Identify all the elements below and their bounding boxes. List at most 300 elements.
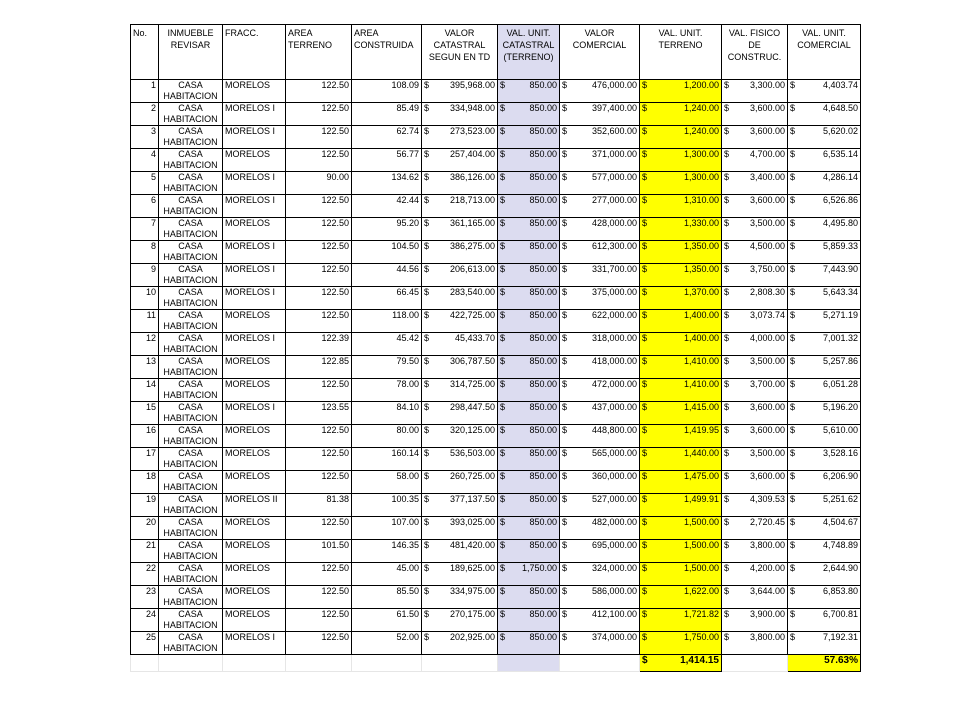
cell-no[interactable]: 7 — [131, 218, 159, 241]
cell-valor-catastral[interactable] — [422, 310, 498, 333]
cell-val-unit-terreno[interactable] — [640, 402, 722, 425]
cell-inmueble[interactable] — [159, 149, 223, 172]
cell-area-terreno[interactable]: 122.50 — [286, 149, 352, 172]
cell-valor-comercial[interactable] — [560, 471, 640, 494]
cell-fracc[interactable]: MORELOS — [223, 540, 286, 563]
cell-area-construida[interactable]: 79.50 — [352, 356, 422, 379]
currency-symbol: $ — [424, 195, 430, 205]
cell-fracc[interactable]: MORELOS — [223, 310, 286, 333]
cell-area-construida[interactable]: 44.56 — [352, 264, 422, 287]
cell-val-fisico[interactable] — [722, 172, 788, 195]
cell-val-unit-comercial[interactable] — [788, 241, 861, 264]
cell-fracc[interactable]: MORELOS I — [223, 287, 286, 310]
cell-valor-catastral[interactable] — [422, 586, 498, 609]
cell-val-fisico[interactable] — [722, 356, 788, 379]
cell-val-unit-catastral[interactable] — [498, 149, 560, 172]
cell-area-terreno[interactable]: 122.50 — [286, 264, 352, 287]
cell-val-unit-terreno[interactable] — [640, 471, 722, 494]
cell-fracc[interactable]: MORELOS I — [223, 632, 286, 655]
cell-fracc[interactable]: MORELOS — [223, 517, 286, 540]
cell-valor-comercial[interactable] — [560, 425, 640, 448]
cell-no[interactable]: 8 — [131, 241, 159, 264]
cell-valor-catastral[interactable] — [422, 448, 498, 471]
cell-valor-catastral[interactable] — [422, 287, 498, 310]
cell-val-unit-catastral-value: 850.00 — [529, 195, 557, 205]
cell-area-construida[interactable]: 78.00 — [352, 379, 422, 402]
cell-valor-comercial[interactable] — [560, 609, 640, 632]
cell-no[interactable]: 21 — [131, 540, 159, 563]
cell-val-fisico[interactable] — [722, 126, 788, 149]
cell-no[interactable]: 9 — [131, 264, 159, 287]
cell-valor-catastral[interactable] — [422, 195, 498, 218]
cell-val-fisico[interactable] — [722, 632, 788, 655]
cell-val-fisico[interactable] — [722, 80, 788, 103]
cell-val-unit-comercial[interactable] — [788, 264, 861, 287]
cell-area-terreno[interactable]: 122.50 — [286, 448, 352, 471]
cell-inmueble[interactable] — [159, 310, 223, 333]
cell-area-terreno[interactable]: 122.39 — [286, 333, 352, 356]
cell-valor-comercial[interactable] — [560, 632, 640, 655]
cell-val-unit-comercial[interactable] — [788, 425, 861, 448]
cell-valor-comercial[interactable] — [560, 264, 640, 287]
cell-inmueble[interactable] — [159, 241, 223, 264]
cell-val-fisico[interactable] — [722, 287, 788, 310]
cell-val-fisico[interactable] — [722, 471, 788, 494]
cell-valor-comercial[interactable] — [560, 126, 640, 149]
cell-valor-comercial[interactable] — [560, 494, 640, 517]
cell-val-unit-comercial[interactable] — [788, 149, 861, 172]
cell-val-fisico[interactable] — [722, 333, 788, 356]
cell-inmueble[interactable] — [159, 103, 223, 126]
cell-valor-comercial-value: 331,700.00 — [591, 264, 637, 274]
cell-val-unit-terreno[interactable] — [640, 264, 722, 287]
cell-area-construida[interactable]: 160.14 — [352, 448, 422, 471]
cell-val-unit-comercial[interactable] — [788, 103, 861, 126]
cell-inmueble[interactable] — [159, 425, 223, 448]
cell-area-construida[interactable]: 100.35 — [352, 494, 422, 517]
cell-area-construida[interactable]: 146.35 — [352, 540, 422, 563]
cell-area-construida[interactable]: 52.00 — [352, 632, 422, 655]
cell-valor-catastral[interactable] — [422, 517, 498, 540]
cell-area-construida[interactable]: 85.49 — [352, 103, 422, 126]
cell-inmueble[interactable] — [159, 586, 223, 609]
cell-val-unit-comercial[interactable] — [788, 448, 861, 471]
cell-valor-catastral[interactable] — [422, 609, 498, 632]
cell-val-unit-catastral[interactable] — [498, 287, 560, 310]
cell-inmueble[interactable] — [159, 218, 223, 241]
cell-val-unit-catastral[interactable] — [498, 494, 560, 517]
cell-inmueble[interactable] — [159, 264, 223, 287]
cell-val-unit-catastral[interactable] — [498, 402, 560, 425]
cell-inmueble[interactable] — [159, 448, 223, 471]
cell-val-unit-terreno[interactable] — [640, 310, 722, 333]
cell-area-construida[interactable]: 107.00 — [352, 517, 422, 540]
cell-valor-comercial[interactable] — [560, 540, 640, 563]
cell-val-unit-terreno[interactable] — [640, 195, 722, 218]
cell-valor-catastral[interactable] — [422, 356, 498, 379]
cell-valor-catastral[interactable] — [422, 241, 498, 264]
cell-no[interactable]: 14 — [131, 379, 159, 402]
cell-fracc[interactable]: MORELOS I — [223, 264, 286, 287]
cell-val-unit-terreno[interactable] — [640, 563, 722, 586]
cell-area-terreno[interactable]: 122.50 — [286, 563, 352, 586]
cell-area-construida[interactable]: 45.00 — [352, 563, 422, 586]
cell-valor-comercial[interactable] — [560, 356, 640, 379]
cell-val-unit-terreno[interactable] — [640, 172, 722, 195]
cell-val-unit-terreno[interactable] — [640, 241, 722, 264]
cell-val-unit-catastral[interactable] — [498, 517, 560, 540]
cell-area-construida[interactable]: 104.50 — [352, 241, 422, 264]
cell-no[interactable]: 5 — [131, 172, 159, 195]
cell-no[interactable]: 16 — [131, 425, 159, 448]
cell-valor-comercial[interactable] — [560, 586, 640, 609]
cell-valor-comercial[interactable] — [560, 172, 640, 195]
inmueble-line-1: CASA — [178, 425, 203, 435]
cell-val-unit-catastral-value: 850.00 — [529, 609, 557, 619]
cell-val-unit-catastral[interactable] — [498, 448, 560, 471]
cell-val-unit-terreno[interactable] — [640, 517, 722, 540]
cell-inmueble[interactable] — [159, 609, 223, 632]
cell-valor-catastral[interactable] — [422, 103, 498, 126]
currency-symbol: $ — [790, 609, 796, 619]
empty-cell — [498, 655, 560, 672]
cell-area-terreno[interactable]: 122.50 — [286, 241, 352, 264]
cell-area-terreno[interactable]: 122.50 — [286, 195, 352, 218]
cell-no[interactable]: 17 — [131, 448, 159, 471]
cell-val-unit-comercial-value: 5,271.19 — [822, 310, 858, 320]
cell-area-terreno[interactable]: 122.50 — [286, 126, 352, 149]
cell-area-construida[interactable]: 108.09 — [352, 80, 422, 103]
cell-val-unit-comercial-value: 5,251.62 — [822, 494, 858, 504]
cell-val-unit-catastral-value: 850.00 — [529, 264, 557, 274]
cell-area-construida[interactable]: 66.45 — [352, 287, 422, 310]
cell-area-terreno[interactable]: 101.50 — [286, 540, 352, 563]
cell-val-fisico[interactable] — [722, 241, 788, 264]
cell-val-unit-comercial[interactable] — [788, 218, 861, 241]
cell-no[interactable]: 1 — [131, 80, 159, 103]
cell-area-construida[interactable]: 134.62 — [352, 172, 422, 195]
cell-val-fisico[interactable] — [722, 218, 788, 241]
cell-val-unit-terreno[interactable] — [640, 540, 722, 563]
cell-valor-comercial[interactable] — [560, 310, 640, 333]
cell-val-fisico-value: 4,500.00 — [749, 241, 785, 251]
cell-no[interactable]: 22 — [131, 563, 159, 586]
cell-valor-catastral[interactable] — [422, 218, 498, 241]
currency-symbol: $ — [724, 540, 730, 550]
cell-fracc[interactable]: MORELOS I — [223, 195, 286, 218]
cell-inmueble[interactable] — [159, 517, 223, 540]
cell-no[interactable]: 12 — [131, 333, 159, 356]
cell-fracc[interactable]: MORELOS — [223, 80, 286, 103]
cell-val-unit-terreno-value: 1,419.95 — [683, 425, 719, 435]
cell-valor-comercial[interactable] — [560, 287, 640, 310]
cell-val-unit-comercial-value: 5,196.20 — [822, 402, 858, 412]
cell-area-construida[interactable]: 84.10 — [352, 402, 422, 425]
cell-val-unit-catastral[interactable] — [498, 126, 560, 149]
cell-val-unit-comercial[interactable] — [788, 195, 861, 218]
cell-area-terreno[interactable]: 122.50 — [286, 517, 352, 540]
cell-inmueble[interactable] — [159, 379, 223, 402]
cell-area-construida[interactable]: 85.50 — [352, 586, 422, 609]
cell-area-terreno[interactable]: 122.50 — [286, 425, 352, 448]
cell-val-fisico[interactable] — [722, 264, 788, 287]
cell-inmueble[interactable] — [159, 333, 223, 356]
currency-symbol: $ — [642, 609, 648, 619]
cell-no[interactable]: 20 — [131, 517, 159, 540]
cell-area-terreno[interactable]: 122.50 — [286, 379, 352, 402]
cell-val-unit-terreno[interactable] — [640, 126, 722, 149]
cell-valor-comercial[interactable] — [560, 517, 640, 540]
cell-inmueble[interactable] — [159, 356, 223, 379]
cell-inmueble[interactable] — [159, 402, 223, 425]
cell-valor-catastral[interactable] — [422, 402, 498, 425]
cell-valor-comercial[interactable] — [560, 241, 640, 264]
cell-valor-catastral[interactable] — [422, 333, 498, 356]
cell-fracc[interactable]: MORELOS — [223, 471, 286, 494]
cell-no[interactable]: 4 — [131, 149, 159, 172]
cell-inmueble[interactable] — [159, 126, 223, 149]
cell-valor-comercial[interactable] — [560, 218, 640, 241]
cell-inmueble[interactable] — [159, 632, 223, 655]
cell-valor-catastral[interactable] — [422, 80, 498, 103]
cell-area-construida[interactable]: 61.50 — [352, 609, 422, 632]
cell-val-unit-terreno[interactable] — [640, 333, 722, 356]
cell-valor-comercial[interactable] — [560, 448, 640, 471]
cell-area-terreno[interactable]: 122.50 — [286, 310, 352, 333]
cell-val-unit-catastral[interactable] — [498, 264, 560, 287]
cell-val-unit-comercial[interactable] — [788, 609, 861, 632]
cell-val-unit-catastral[interactable] — [498, 195, 560, 218]
cell-val-unit-catastral[interactable] — [498, 609, 560, 632]
cell-val-unit-comercial[interactable] — [788, 333, 861, 356]
cell-area-terreno[interactable]: 122.50 — [286, 287, 352, 310]
cell-fracc[interactable]: MORELOS — [223, 425, 286, 448]
cell-val-fisico[interactable] — [722, 609, 788, 632]
cell-valor-catastral[interactable] — [422, 264, 498, 287]
cell-valor-catastral[interactable] — [422, 494, 498, 517]
cell-val-fisico[interactable] — [722, 563, 788, 586]
cell-valor-comercial-value: 371,000.00 — [591, 149, 637, 159]
cell-val-unit-catastral[interactable] — [498, 103, 560, 126]
cell-val-fisico[interactable] — [722, 517, 788, 540]
cell-val-unit-terreno[interactable] — [640, 287, 722, 310]
cell-area-construida[interactable]: 45.42 — [352, 333, 422, 356]
cell-valor-comercial[interactable] — [560, 80, 640, 103]
cell-val-unit-terreno[interactable] — [640, 218, 722, 241]
cell-inmueble[interactable] — [159, 494, 223, 517]
cell-val-unit-terreno[interactable] — [640, 149, 722, 172]
cell-val-unit-comercial[interactable] — [788, 540, 861, 563]
cell-val-unit-terreno[interactable] — [640, 356, 722, 379]
cell-area-terreno[interactable]: 90.00 — [286, 172, 352, 195]
cell-fracc[interactable]: MORELOS I — [223, 241, 286, 264]
cell-inmueble[interactable] — [159, 172, 223, 195]
cell-val-unit-comercial[interactable] — [788, 632, 861, 655]
cell-inmueble[interactable] — [159, 195, 223, 218]
cell-area-terreno[interactable]: 122.85 — [286, 356, 352, 379]
cell-val-unit-comercial[interactable] — [788, 471, 861, 494]
cell-val-unit-comercial[interactable] — [788, 379, 861, 402]
cell-area-construida[interactable]: 62.74 — [352, 126, 422, 149]
cell-val-unit-catastral[interactable] — [498, 540, 560, 563]
cell-val-fisico[interactable] — [722, 425, 788, 448]
cell-val-unit-catastral[interactable] — [498, 356, 560, 379]
cell-valor-catastral[interactable] — [422, 379, 498, 402]
cell-fracc[interactable]: MORELOS — [223, 609, 286, 632]
cell-val-unit-terreno-value: 1,300.00 — [683, 172, 719, 182]
cell-val-unit-terreno[interactable] — [640, 448, 722, 471]
cell-val-fisico[interactable] — [722, 379, 788, 402]
cell-no[interactable]: 18 — [131, 471, 159, 494]
cell-valor-comercial[interactable] — [560, 195, 640, 218]
cell-fracc[interactable]: MORELOS — [223, 563, 286, 586]
cell-no[interactable]: 2 — [131, 103, 159, 126]
cell-val-fisico[interactable] — [722, 448, 788, 471]
header-fracc: FRACC. — [223, 25, 286, 80]
cell-area-terreno[interactable]: 81.38 — [286, 494, 352, 517]
cell-no[interactable]: 13 — [131, 356, 159, 379]
cell-area-construida[interactable]: 58.00 — [352, 471, 422, 494]
cell-val-fisico[interactable] — [722, 586, 788, 609]
cell-val-unit-catastral[interactable] — [498, 241, 560, 264]
cell-val-unit-comercial-value: 2,644.90 — [822, 563, 858, 573]
cell-inmueble[interactable] — [159, 563, 223, 586]
inmueble-line-1: CASA — [178, 218, 203, 228]
cell-area-terreno[interactable]: 122.50 — [286, 80, 352, 103]
cell-valor-comercial[interactable] — [560, 149, 640, 172]
cell-area-terreno[interactable]: 122.50 — [286, 586, 352, 609]
cell-val-unit-terreno[interactable] — [640, 80, 722, 103]
cell-no[interactable]: 3 — [131, 126, 159, 149]
cell-valor-catastral[interactable] — [422, 149, 498, 172]
cell-val-unit-terreno[interactable] — [640, 586, 722, 609]
cell-fracc[interactable]: MORELOS I — [223, 103, 286, 126]
cell-val-unit-catastral[interactable] — [498, 563, 560, 586]
cell-fracc[interactable]: MORELOS — [223, 448, 286, 471]
cell-inmueble[interactable] — [159, 540, 223, 563]
cell-no[interactable]: 23 — [131, 586, 159, 609]
cell-fracc[interactable]: MORELOS I — [223, 172, 286, 195]
currency-symbol: $ — [562, 80, 568, 90]
cell-fracc[interactable]: MORELOS — [223, 586, 286, 609]
cell-val-unit-terreno[interactable] — [640, 632, 722, 655]
cell-no[interactable]: 10 — [131, 287, 159, 310]
cell-valor-catastral[interactable] — [422, 540, 498, 563]
cell-val-unit-comercial[interactable] — [788, 563, 861, 586]
cell-valor-comercial[interactable] — [560, 402, 640, 425]
cell-fracc[interactable]: MORELOS — [223, 356, 286, 379]
cell-val-unit-comercial[interactable] — [788, 310, 861, 333]
cell-val-unit-catastral[interactable] — [498, 80, 560, 103]
cell-area-construida[interactable]: 42.44 — [352, 195, 422, 218]
cell-val-unit-catastral[interactable] — [498, 333, 560, 356]
cell-area-terreno[interactable]: 123.55 — [286, 402, 352, 425]
cell-val-unit-comercial[interactable] — [788, 80, 861, 103]
cell-val-unit-catastral[interactable] — [498, 425, 560, 448]
currency-symbol: $ — [424, 218, 430, 228]
cell-no[interactable]: 25 — [131, 632, 159, 655]
cell-val-fisico[interactable] — [722, 540, 788, 563]
cell-area-terreno[interactable]: 122.50 — [286, 103, 352, 126]
cell-valor-comercial[interactable] — [560, 333, 640, 356]
total-val-unit-comercial-pct[interactable]: 57.63% — [788, 655, 861, 672]
cell-val-fisico[interactable] — [722, 402, 788, 425]
cell-no[interactable]: 11 — [131, 310, 159, 333]
cell-val-unit-comercial[interactable] — [788, 494, 861, 517]
cell-area-construida[interactable]: 118.00 — [352, 310, 422, 333]
cell-val-unit-terreno[interactable] — [640, 494, 722, 517]
cell-val-fisico[interactable] — [722, 195, 788, 218]
cell-area-terreno[interactable]: 122.50 — [286, 609, 352, 632]
cell-valor-comercial[interactable] — [560, 103, 640, 126]
cell-val-unit-catastral[interactable] — [498, 310, 560, 333]
cell-fracc[interactable]: MORELOS I — [223, 126, 286, 149]
cell-fracc[interactable]: MORELOS I — [223, 402, 286, 425]
cell-val-unit-catastral[interactable] — [498, 471, 560, 494]
cell-val-unit-catastral[interactable] — [498, 632, 560, 655]
cell-inmueble[interactable] — [159, 471, 223, 494]
cell-val-unit-catastral[interactable] — [498, 172, 560, 195]
cell-val-unit-terreno[interactable] — [640, 425, 722, 448]
cell-fracc[interactable]: MORELOS — [223, 218, 286, 241]
cell-no[interactable]: 15 — [131, 402, 159, 425]
cell-area-terreno[interactable]: 122.50 — [286, 218, 352, 241]
cell-val-unit-comercial[interactable] — [788, 126, 861, 149]
cell-val-fisico[interactable] — [722, 103, 788, 126]
total-val-unit-terreno[interactable] — [640, 655, 722, 672]
cell-inmueble[interactable] — [159, 287, 223, 310]
cell-fracc[interactable]: MORELOS II — [223, 494, 286, 517]
cell-val-unit-terreno[interactable] — [640, 609, 722, 632]
cell-val-unit-comercial[interactable] — [788, 402, 861, 425]
cell-valor-catastral[interactable] — [422, 126, 498, 149]
cell-inmueble[interactable] — [159, 80, 223, 103]
cell-no[interactable]: 19 — [131, 494, 159, 517]
cell-valor-catastral[interactable] — [422, 172, 498, 195]
cell-val-unit-catastral[interactable] — [498, 586, 560, 609]
cell-valor-comercial[interactable] — [560, 379, 640, 402]
cell-fracc[interactable]: MORELOS — [223, 149, 286, 172]
cell-fracc[interactable]: MORELOS I — [223, 333, 286, 356]
cell-valor-catastral[interactable] — [422, 471, 498, 494]
cell-val-unit-terreno[interactable] — [640, 379, 722, 402]
cell-val-fisico[interactable] — [722, 494, 788, 517]
cell-val-unit-comercial[interactable] — [788, 356, 861, 379]
cell-area-construida[interactable]: 80.00 — [352, 425, 422, 448]
currency-symbol: $ — [562, 425, 568, 435]
cell-fracc[interactable]: MORELOS — [223, 379, 286, 402]
cell-area-terreno[interactable]: 122.50 — [286, 632, 352, 655]
cell-val-fisico[interactable] — [722, 149, 788, 172]
cell-val-unit-catastral[interactable] — [498, 379, 560, 402]
cell-valor-catastral[interactable] — [422, 563, 498, 586]
cell-val-unit-comercial[interactable] — [788, 287, 861, 310]
cell-val-unit-comercial[interactable] — [788, 172, 861, 195]
cell-valor-catastral[interactable] — [422, 632, 498, 655]
cell-area-terreno[interactable]: 122.50 — [286, 471, 352, 494]
cell-val-unit-comercial[interactable] — [788, 517, 861, 540]
cell-val-unit-terreno[interactable] — [640, 103, 722, 126]
cell-no[interactable]: 24 — [131, 609, 159, 632]
cell-val-unit-catastral[interactable] — [498, 218, 560, 241]
cell-no[interactable]: 6 — [131, 195, 159, 218]
cell-valor-catastral[interactable] — [422, 425, 498, 448]
cell-val-unit-comercial[interactable] — [788, 586, 861, 609]
cell-area-construida[interactable]: 56.77 — [352, 149, 422, 172]
cell-val-fisico[interactable] — [722, 310, 788, 333]
cell-area-construida[interactable]: 95.20 — [352, 218, 422, 241]
cell-valor-comercial[interactable] — [560, 563, 640, 586]
